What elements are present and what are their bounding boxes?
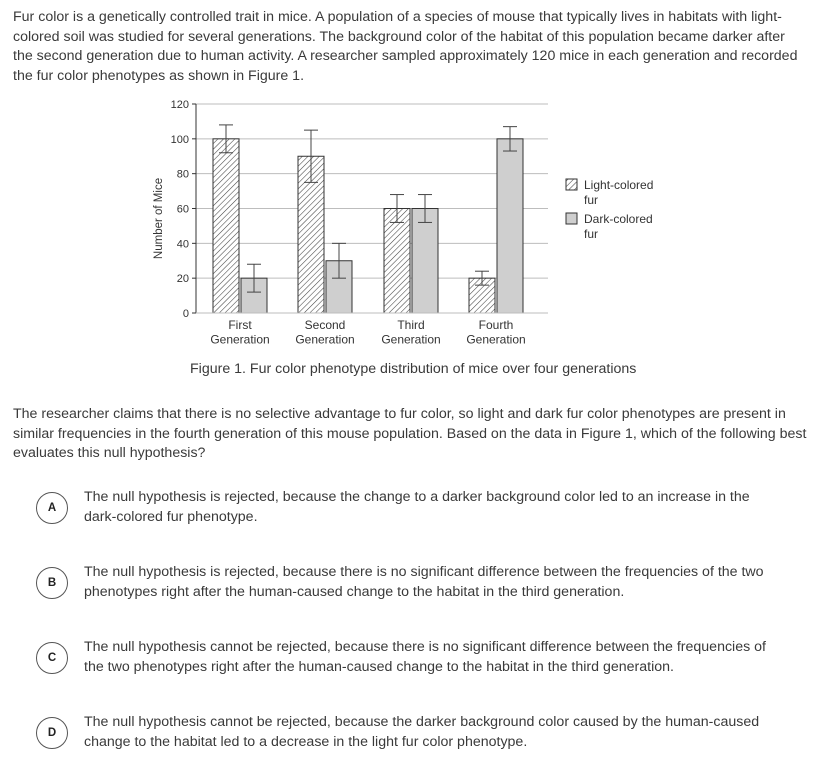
choice-c-text[interactable]: The null hypothesis cannot be rejected, because there is no significant difference between the frequencies of the two phenotypes right after the human-caused change to the habitat in the third generation. [84,639,766,675]
passage-text: Fur color is a genetically controlled trait in mice. A population of a species of mouse that typically lives in habitats with light-colored soil was studied for several generations. The background color of the habitat of this population became darker after the second generation due to human activity. A researcher sampled approximately 120 mice in each generation and recorded the fur color phenotypes as shown in Figure 1. [13,9,798,84]
y-tick-label: 0 [182,308,189,320]
legend-label: Dark-colored [584,212,653,226]
x-category-label: Generation [466,332,526,347]
bar [412,209,438,314]
y-tick-label: 40 [176,238,189,251]
bar [497,139,523,313]
x-category-label: Generation [210,332,270,347]
bar [384,209,410,314]
chart-gridlines [196,104,548,278]
y-tick-label: 80 [176,168,189,181]
legend-label: fur [584,193,599,207]
x-category-label: Fourth [478,318,514,332]
x-category-label: Generation [295,332,355,347]
y-tick-label: 100 [170,133,189,146]
legend-label: fur [584,227,599,241]
chart-bars [213,125,523,313]
y-tick-label: 120 [170,99,189,111]
legend-label: Light-colored [584,178,654,192]
legend-swatch [566,213,577,224]
x-category-label: Third [397,318,425,332]
choice-c-bubble[interactable]: C [36,642,68,674]
legend-swatch [566,179,577,190]
choice-a-text[interactable]: The null hypothesis is rejected, because the change to a darker background color led to an increase in the dark-colored fur phenotype. [84,489,750,525]
choice-d-text[interactable]: The null hypothesis cannot be rejected, because the darker background color caused by the human-caused change to the habitat led to a decrease in the light fur color phenotype. [84,714,760,750]
choice-b-bubble[interactable]: B [36,567,68,599]
y-tick-label: 60 [176,203,189,216]
x-category-label: Second [304,318,346,332]
chart-legend [566,178,653,241]
x-category-label: First [228,318,252,332]
fur-color-bar-chart [140,92,680,354]
figure-caption: Figure 1. Fur color phenotype distribution of mice over four generations [190,361,637,377]
bar [213,139,239,313]
y-axis-label: Number of Mice [153,177,165,260]
choice-a-bubble[interactable]: A [36,492,68,524]
y-tick-label: 20 [176,273,189,286]
x-category-label: Generation [381,332,441,347]
choice-d-bubble[interactable]: D [36,717,68,749]
question-stem: The researcher claims that there is no selective advantage to fur color, so light and dark fur color phenotypes are present in similar frequencies in the fourth generation of this mouse population. Based on the data in Figure 1, which of the following best evaluates this null hypothesis? [13,406,807,461]
choice-b-text[interactable]: The null hypothesis is rejected, because there is no significant difference between the frequencies of the two phenotypes right after the human-caused change to the habitat in the third generation. [84,564,764,600]
